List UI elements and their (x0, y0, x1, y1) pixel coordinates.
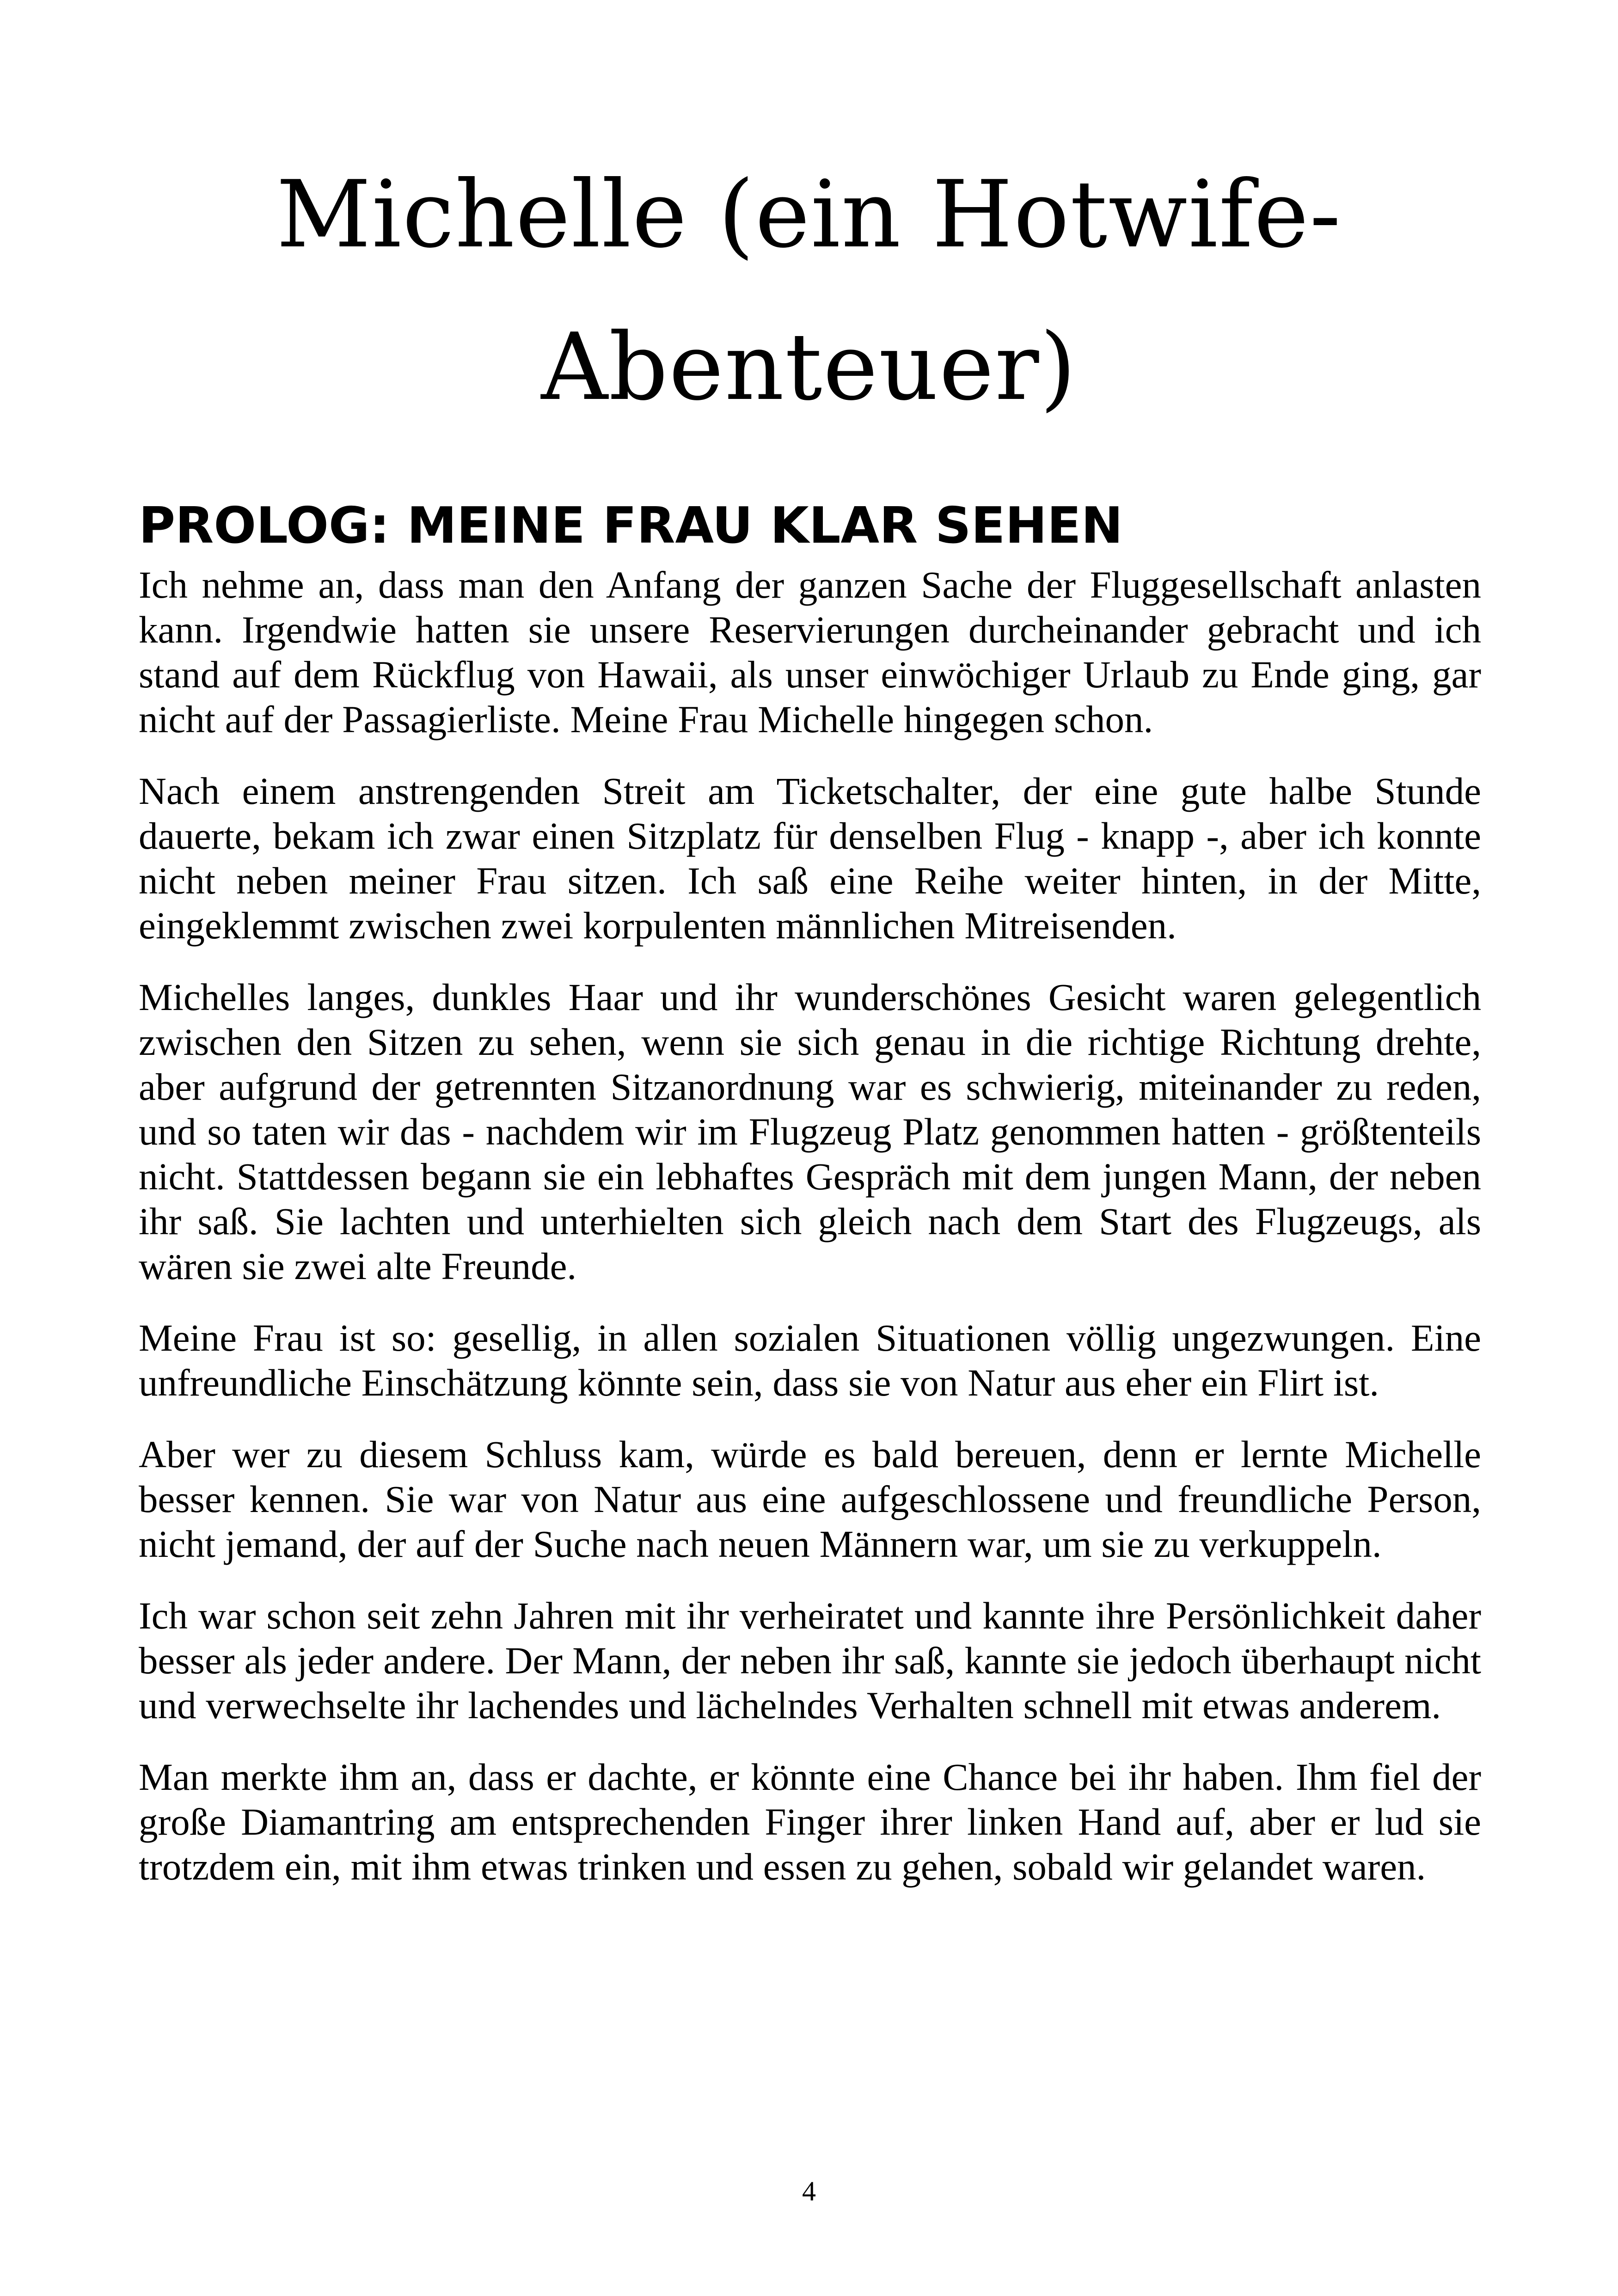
paragraph-7: Man merkte ihm an, dass er dachte, er könnte eine Chance bei ihr haben. Ihm fiel der große Diamantring am entsprechenden Finger ihrer linken Hand auf, aber er lud sie trotzdem ein, mit ihm etwas trinken und essen zu gehen, sobald wir gelandet waren. (139, 1756, 1481, 1888)
paragraph-3: Michelles langes, dunkles Haar und ihr wunderschönes Gesicht waren gelegentlich zwischen den Sitzen zu sehen, wenn sie sich genau in die richtige Richtung drehte, aber aufgrund der getrennten Sitzanordnung war es schwierig, miteinander zu reden, und so taten wir das - nachdem wir im Flugzeug Platz genommen hatten - größtenteils nicht. Stattdessen begann sie ein lebhaftes Gespräch mit dem jungen Mann, der neben ihr saß. Sie lachten und unterhielten sich gleich nach dem Start des Flugzeugs, als wären sie zwei alte Freunde. (139, 976, 1481, 1287)
book-title-line-2: Abenteuer) (541, 313, 1077, 421)
chapter-content (139, 490, 1481, 1916)
paragraph-5: Aber wer zu diesem Schluss kam, würde es bald bereuen, denn er lernte Michelle besser kennen. Sie war von Natur aus eine aufgeschlossene und freundliche Person, nicht jemand, der auf der Suche nach neuen Männern war, um sie zu verkuppeln. (139, 1433, 1481, 1565)
book-title-line-1: Michelle (ein Hotwife- (276, 161, 1342, 269)
paragraph-4: Meine Frau ist so: gesellig, in allen sozialen Situationen völlig ungezwungen. Eine unfreundliche Einschätzung könnte sein, dass sie von Natur aus eher ein Flirt ist. (139, 1316, 1481, 1404)
book-title (139, 139, 1479, 444)
paragraph-6: Ich war schon seit zehn Jahren mit ihr verheiratet und kannte ihre Persönlichkeit daher besser als jeder andere. Der Mann, der neben ihr saß, kannte sie jedoch überhaupt nicht und verwechselte ihr lachendes und lächelndes Verhalten schnell mit etwas anderem. (139, 1594, 1481, 1727)
chapter-heading: PROLOG: MEINE FRAU KLAR SEHEN (139, 497, 1123, 555)
paragraph-2: Nach einem anstrengenden Streit am Ticketschalter, der eine gute halbe Stunde dauerte, bekam ich zwar einen Sitzplatz für denselben Flug - knapp -, aber ich konnte nicht neben meiner Frau sitzen. Ich saß eine Reihe weiter hinten, in der Mitte, eingeklemmt zwischen zwei korpulenten männlichen Mitreisenden. (139, 770, 1481, 947)
page-number: 4 (802, 2176, 816, 2206)
paragraph-1: Ich nehme an, dass man den Anfang der ganzen Sache der Fluggesellschaft anlasten kann. Irgendwie hatten sie unsere Reservierungen durcheinander gebracht und ich stand auf dem Rückflug von Hawaii, als unser einwöchiger Urlaub zu Ende ging, gar nicht auf der Passagierliste. Meine Frau Michelle hingegen schon. (139, 563, 1481, 741)
